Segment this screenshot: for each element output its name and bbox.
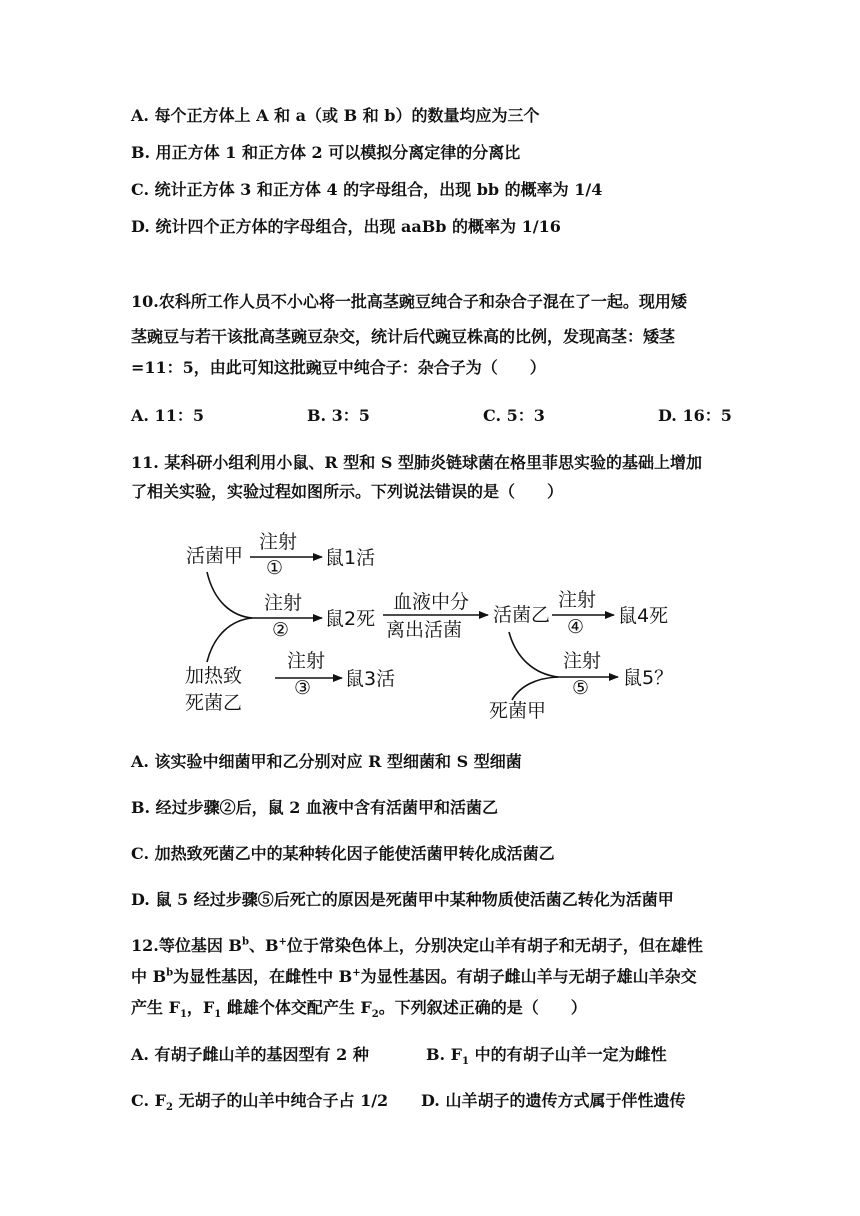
mouse-5-label: 鼠5？	[623, 667, 674, 689]
q10-line-3: =11：5，由此可知这批豌豆中纯合子：杂合子为（ ）	[131, 358, 546, 377]
mouse-4-label: 鼠4死	[618, 605, 669, 627]
heat-killed-b-label-1: 加热致	[185, 665, 243, 687]
inject-label-5: 注射	[563, 650, 602, 672]
heat-killed-b-label-2: 死菌乙	[185, 692, 243, 714]
inject-label-2: 注射	[264, 592, 303, 614]
live-bacteria-a-label: 活菌甲	[186, 545, 244, 567]
q11-line-1: 11. 某科研小组利用小鼠、R 型和 S 型肺炎链球菌在格里菲思实验的基础上增加	[131, 453, 702, 472]
live-bacteria-b-label: 活菌乙	[493, 604, 551, 626]
q9-option-b: B. 用正方体 1 和正方体 2 可以模拟分离定律的分离比	[131, 143, 521, 162]
q11-option-b: B. 经过步骤②后，鼠 2 血液中含有活菌甲和活菌乙	[131, 798, 498, 817]
q9-option-c: C. 统计正方体 3 和正方体 4 的字母组合，出现 bb 的概率为 1/4	[131, 180, 603, 199]
inject-label-1: 注射	[259, 531, 298, 553]
isolate-label-1: 血液中分	[393, 591, 470, 613]
q10-option-a: A. 11：5	[131, 406, 204, 425]
mouse-1-label: 鼠1活	[325, 547, 376, 569]
q12-option-a: A. 有胡子雌山羊的基因型有 2 种	[131, 1045, 369, 1064]
inject-label-4: 注射	[558, 589, 597, 611]
step-4: ④	[567, 616, 585, 638]
step-3: ③	[294, 677, 312, 699]
merge-curve-a	[207, 572, 252, 618]
q12-line-3: 产生 $F_1$，$F_1$ 雌雄个体交配产生 $F_2$。下列叙述正确的是（ ）	[131, 998, 587, 1021]
q11-line-2: 了相关实验，实验过程如图所示。下列说法错误的是（ ）	[131, 482, 564, 501]
merge-curve-d	[512, 677, 558, 700]
q10-option-b: B. 3：5	[307, 406, 370, 425]
experiment-diagram	[0, 520, 860, 730]
step-5: ⑤	[572, 677, 590, 699]
dead-bacteria-a-label: 死菌甲	[489, 700, 547, 722]
inject-label-3: 注射	[287, 650, 326, 672]
q12-line-2: 中 $B^b$为显性基因，在雌性中 B+为显性基因。有胡子雌山羊与无胡子雄山羊杂交	[131, 967, 697, 986]
mouse-2-label: 鼠2死	[325, 608, 376, 630]
q12-option-b: B. $F_1$ 中的有胡子山羊一定为雌性	[426, 1045, 667, 1068]
q12-option-c: C. $F_2$ 无胡子的山羊中纯合子占 1/2	[131, 1091, 389, 1114]
q10-option-c: C. 5：3	[483, 406, 545, 425]
q11-option-d: D. 鼠 5 经过步骤⑤后死亡的原因是死菌甲中某种物质使活菌乙转化为活菌甲	[131, 890, 674, 909]
q12-option-d: D. 山羊胡子的遗传方式属于伴性遗传	[421, 1091, 686, 1110]
step-1: ①	[266, 557, 284, 579]
q12-line-1: 12.等位基因 $B^b$、B+位于常染色体上，分别决定山羊有胡子和无胡子，但在雄性	[131, 936, 703, 955]
q10-option-d: D. 16：5	[658, 406, 732, 425]
q11-option-a: A. 该实验中细菌甲和乙分别对应 R 型细菌和 S 型细菌	[131, 752, 522, 771]
q10-line-2: 茎豌豆与若干该批高茎豌豆杂交，统计后代豌豆株高的比例，发现高茎：矮茎	[131, 327, 676, 346]
merge-curve-b	[207, 618, 252, 662]
step-2: ②	[272, 619, 290, 641]
q9-option-a: A. 每个正方体上 A 和 a（或 B 和 b）的数量均应为三个	[131, 106, 540, 125]
q11-option-c: C. 加热致死菌乙中的某种转化因子能使活菌甲转化成活菌乙	[131, 844, 555, 863]
q9-option-d: D. 统计四个正方体的字母组合，出现 aaBb 的概率为 1/16	[131, 217, 561, 236]
q10-line-1: 10.农科所工作人员不小心将一批高茎豌豆纯合子和杂合子混在了一起。现用矮	[131, 292, 687, 311]
merge-curve-c	[509, 632, 558, 677]
isolate-label-2: 离出活菌	[386, 619, 463, 641]
mouse-3-label: 鼠3活	[345, 668, 396, 690]
